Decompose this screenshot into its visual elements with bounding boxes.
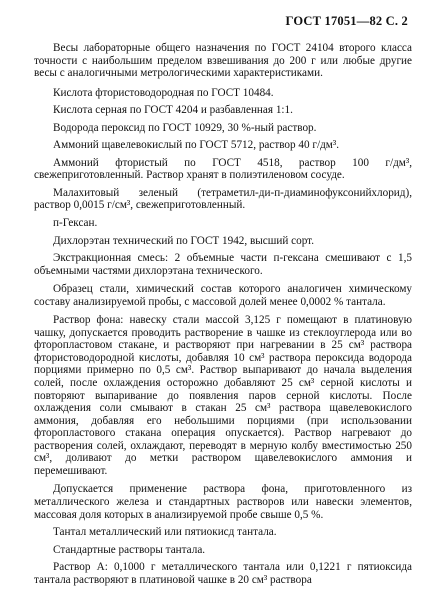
paragraph-background-solution: Раствор фона: навеску стали массой 3,125 г помещают в платиновую чашку, допускается проводить растворение в чашке из стеклоуглерода или во фторопластовом стакане, и растворяют при нагревании в 25 см³ раствора фтористоводородной кислоты, добавляя 10 см³ раствора пероксида водорода порциями примерно по 0,5 см³. Раствор выпаривают до начала выделения солей, после охлаждения осторожно добавляют 25 см³ серной кислоты и повторяют выпаривание до появления паров серной кислоты. После охлаждения соли смывают в стакан 25 см³ раствора щавелевокислого аммония, добавляя его небольшими порциями (при использовании фторопластового стакана операция опускается). Раствор нагревают до растворения солей, охлаждают, переводят в мерную колбу вместимостью 250 см³, доливают до метки раствором щавелевокислого аммония и перемешивают. bbox=[34, 314, 412, 477]
paragraph-hydrogen-peroxide: Водорода пероксид по ГОСТ 10929, 30 %-ный раствор. bbox=[53, 121, 317, 134]
paragraph-tantalum-metal: Тантал металлический или пятиокисд тантала. bbox=[53, 526, 277, 539]
paragraph-standard-solutions: Стандартные растворы тантала. bbox=[53, 543, 206, 556]
paragraph-dichloroethane: Дихлорэтан технический по ГОСТ 1942, высший сорт. bbox=[53, 234, 314, 247]
paragraph-sulfuric-acid: Кислота серная по ГОСТ 4204 и разбавленная 1:1. bbox=[53, 104, 293, 117]
paragraph-ammonium-oxalate: Аммоний щавелевокислый по ГОСТ 5712, раствор 40 г/дм³. bbox=[53, 139, 340, 152]
paragraph-steel-sample: Образец стали, химический состав которого аналогичен химическому составу анализируемой пробы, с массовой долей менее 0,0002 % тантала. bbox=[34, 283, 412, 308]
page-header: ГОСТ 17051—82 С. 2 bbox=[285, 14, 408, 28]
paragraph-scales: Весы лабораторные общего назначения по ГОСТ 24104 второго класса точности с наибольшим пределом взвешивания до 200 г или любые другие весы с аналогичными метрологическими характеристиками. bbox=[34, 42, 412, 80]
paragraph-malachite-green: Малахитовый зеленый (тетраметил-ди-п-диаминофуксонийхлорид), раствор 0,0015 г/см³, свежеприготовленный. bbox=[34, 186, 412, 212]
paragraph-extraction-mixture: Экстракционная смесь: 2 объемные части п-гексана смешивают с 1,5 объемными частями дихлорэтана технического. bbox=[34, 252, 412, 277]
paragraph-hf-acid: Кислота фтористоводородная по ГОСТ 10484. bbox=[53, 86, 274, 99]
paragraph-ammonium-fluoride: Аммоний фтористый по ГОСТ 4518, раствор 100 г/дм³, свежеприготовленный. Раствор хранят в полиэтиленовом сосуде. bbox=[34, 156, 412, 182]
document-body bbox=[34, 42, 412, 586]
paragraph-solution-a: Раствор А: 0,1000 г металлического тантала или 0,1221 г пятиоксида тантала растворяют в платиновой чашке в 20 см³ раствора bbox=[34, 561, 412, 586]
paragraph-background-alternative: Допускается применение раствора фона, приготовленного из металлического железа и стандартных растворов или навески элементов, массовая доля которых в анализируемой пробе свыше 0,5 %. bbox=[34, 483, 412, 521]
paragraph-hexane: п-Гексан. bbox=[53, 217, 98, 230]
